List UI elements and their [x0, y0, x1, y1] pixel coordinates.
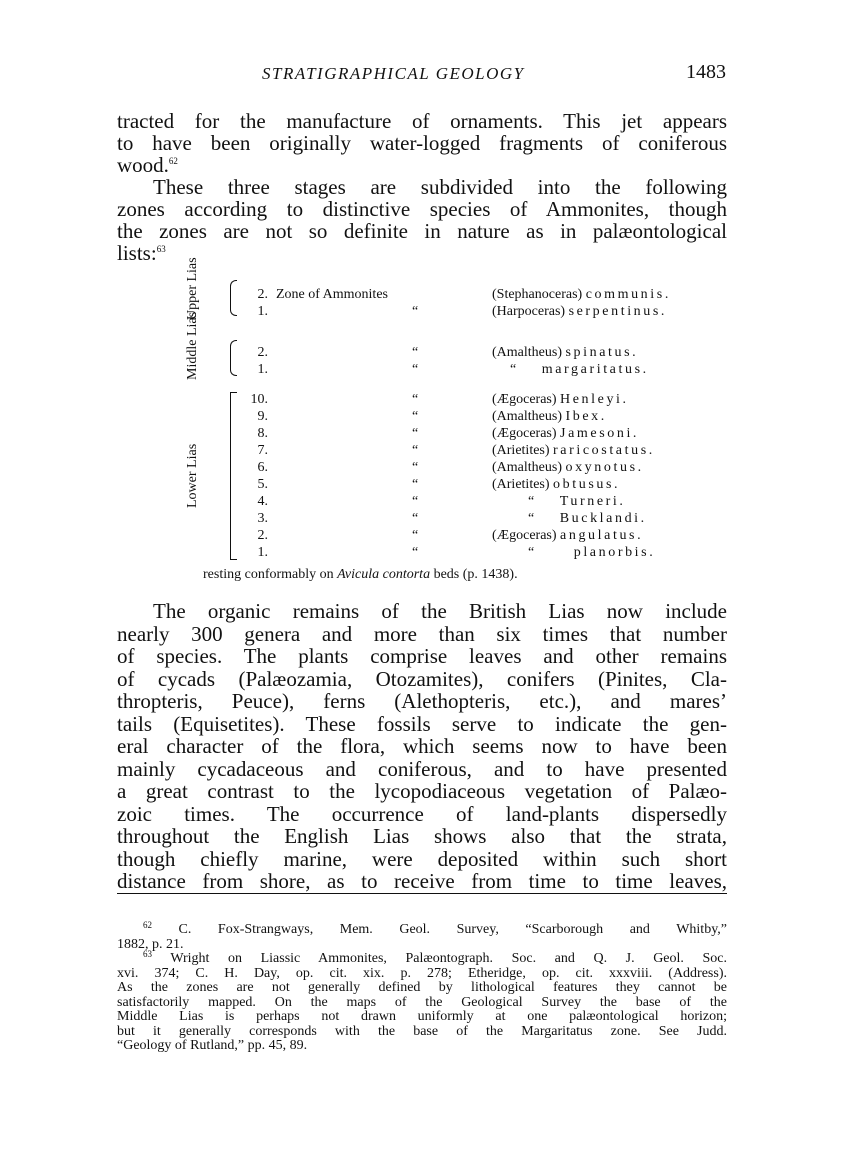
zones-intro-paragraph — [117, 176, 727, 264]
zone-prefix: Zone of Ammonites — [276, 287, 388, 302]
organic-remains-paragraph — [117, 600, 727, 893]
footnote-line: $^{63}$ Wright on Liassic Ammonites, Palæontograph. Soc. and Q. J. Geol. Soc. — [143, 949, 727, 966]
resting-line: resting conformably on Avicula contorta beds (p. 1438). — [203, 567, 518, 582]
text-line: tracted for the manufacture of ornaments. This jet appears — [117, 109, 727, 133]
text-line: zoic times. The occurrence of land-plants dispersedly — [117, 801, 727, 826]
text-line: nearly 300 genera and more than six times that number — [117, 621, 727, 646]
running-title: STRATIGRAPHICAL GEOLOGY — [262, 64, 525, 83]
page-number: 1483 — [686, 61, 726, 83]
brace-upper — [230, 280, 237, 316]
footnote-line: satisfactorily mapped. On the maps of the Geological Survey the base of the — [117, 994, 727, 1010]
brace-lower — [230, 392, 237, 560]
footnote-ref: 63 — [156, 244, 166, 254]
text-line: distance from shore, as to receive from time to time leaves, — [117, 869, 727, 893]
group-label-middle: Middle Lias — [185, 311, 200, 380]
footnote-rule — [117, 893, 727, 894]
text-line: eral character of the flora, which seems now to have been — [117, 734, 727, 758]
text-line: The organic remains of the British Lias now include — [153, 599, 727, 623]
footnote-line: “Geology of Rutland,” pp. 45, 89. — [117, 1038, 308, 1053]
text-line: zones according to distinctive species of Ammonites, though — [117, 197, 727, 221]
running-header — [116, 61, 726, 88]
text-line: thropteris, Peuce), ferns (Alethopteris, etc.), and mares’ — [117, 689, 727, 713]
text-line: to have been originally water-logged fragments of coniferous — [117, 131, 727, 155]
footnote-mark: 62 — [143, 920, 152, 930]
footnote-line: but it generally corresponds with the base of the Margaritatus zone. See Judd. — [117, 1023, 727, 1039]
text-line: though chiefly marine, were deposited within such short — [117, 846, 727, 871]
text-line: the zones are not so definite in nature as in palæontological — [117, 219, 727, 243]
text-line: tails (Equisetites). These fossils serve to indicate the gen- — [117, 711, 727, 736]
text-line: throughout the English Lias shows also that the strata, — [117, 824, 727, 848]
ammonite-zones-table: Upper Lias Middle Lias Lower Lias 2. Zone of Ammonites (Stephanoceras) communis. 1. “ (Harpoceras) serpentinus. 2. “ (Amaltheus) spinatus. 1. “ “ margaritatus. 10. “ (Ægoceras) Henleyi. 9. “ (Amaltheus) Ibex. 8. “ (Ægoceras) Jamesoni. 7. “ (Arietites) raricostatus. 6. “ (Amaltheus) oxynotus. 5. “ (Arietites) obtusus. 4. “ “ Turneri. 3. “ “ Bucklandi. 2. “ (Ægoceras) angulatus. 1. “ “ planorbis. — [185, 257, 671, 560]
footnote-ref: 62 — [168, 156, 178, 166]
footnote-line: xvi. 374; C. H. Day, op. cit. xix. p. 278; Etheridge, op. cit. xxxviii. (Address). — [117, 965, 727, 981]
text-line: a great contrast to the lycopodiaceous vegetation of Palæo- — [117, 779, 727, 803]
footnote-line: 1882, p. 21. — [117, 936, 184, 952]
footnote-line: Middle Lias is perhaps not drawn uniformly at one palæontological horizon; — [117, 1009, 727, 1024]
footnote-line: $^{62}$ C. Fox-Strangways, Mem. Geol. Survey, “Scarborough and Whitby,” — [143, 920, 728, 937]
text-line: These three stages are subdivided into the following — [153, 175, 727, 199]
intro-paragraph — [117, 110, 727, 176]
text-line: lists:$^{63}$ — [117, 241, 166, 265]
group-label-upper: Upper Lias — [185, 257, 200, 320]
text-line: of species. The plants comprise leaves and other remains — [117, 644, 727, 668]
brace-middle — [230, 340, 237, 376]
footnote-63 — [117, 947, 727, 1054]
group-label-lower: Lower Lias — [185, 443, 200, 508]
text-line: wood.$^{62}$ — [117, 153, 178, 177]
text-line: mainly cycadaceous and coniferous, and to have presented — [117, 756, 727, 781]
text-line: of cycads (Palæozamia, Otozamites), conifers (Pinites, Cla- — [117, 666, 727, 691]
footnote-line: As the zones are not generally defined by lithological features they cannot be — [117, 980, 727, 995]
footnote-mark: 63 — [143, 949, 152, 959]
